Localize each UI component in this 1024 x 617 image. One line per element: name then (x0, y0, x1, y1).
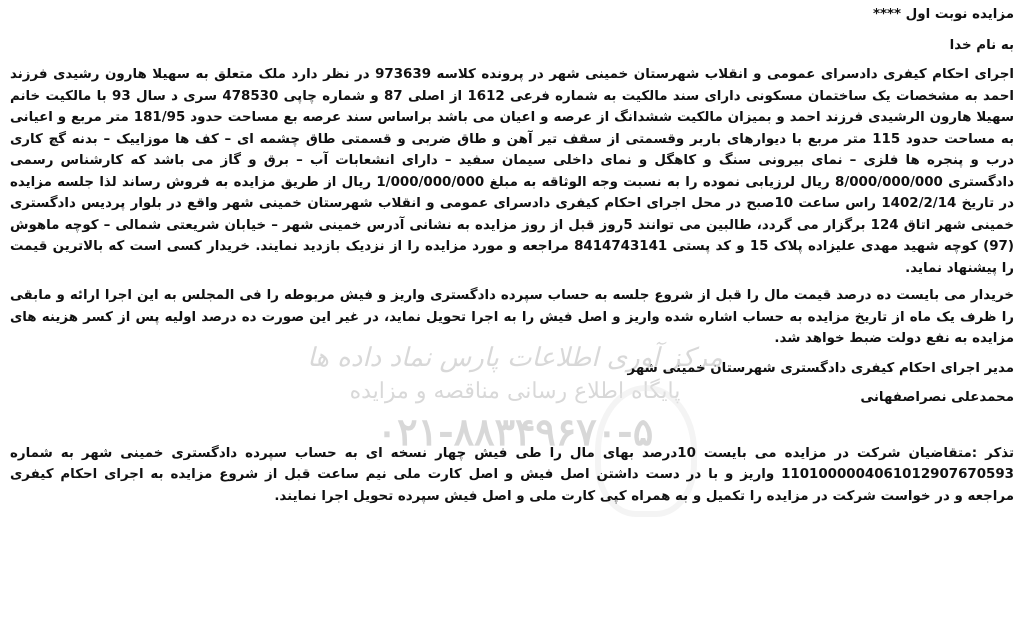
notice-heading: مزایده نوبت اول **** (872, 7, 1014, 22)
notice-paragraph-main: اجرای احکام کیفری دادسرای عمومی و انقلاب شهرستان خمینی شهر در پرونده کلاسه 973639 در نظر دارد ملک متعلق به سهیلا هارون رشیدی فرزند احمد به مشخصات یک ساختمان مسکونی دارای سند مالکیت به شماره فرعی 1612 از اصلی 87 و شماره چاپی 478530 سری د سال 93 با مالکیت خانم سهیلا هارون الرشیدی فرزند احمد و بمیزان مالکیت ششدانگ از عرصه و اعیان می باشد براساس سند عرصه بع مساحت حدود 181/95 متر مربع و اعیانی به مساحت حدود 115 متر مربع با دیوارهای باربر وقسمتی از سقف تیر آهن و طاق ضربی و قسمتی طاق چشمه ای – کف ها موزاییک – بدنه گچ کاری درب و پنجره ها فلزی – نمای بیرونی سنگ و کاهگل و نمای داخلی سیمان سفید – دارای انشعابات آب – برق و گاز می باشد که کارشناس رسمی دادگستری 8/000/000/000 ریال لرزیابی نموده را به نسبت وجه الوثاقه به مبلغ 1/000/000/000 ریال از طریق مزایده به فروش رساند لذا جلسه مزایده در تاریخ 1402/2/14 راس ساعت 10صبح در محل اجرای احکام کیفری دادسرای عمومی و انقلاب شهرستان خمینی شهر واقع در بلوار پردیس دادگستری خمینی شهر اتاق 124 برگزار می گردد، طالبین می توانند 5روز قبل از روز مزایده به نشانی آدرس خمینی شهر – خیابان شریعتی شمالی – کوچه ماهوش (97) کوچه شهید مهدی علیزاده پلاک 15 و کد پستی 8414743141 مراجعه و مورد مزایده را از نزدیک بازدید نمایند. خریدار کسی است که بالاترین قیمت را پیشنهاد نماید. (10, 67, 1015, 276)
notice-paragraph-payment: خریدار می بایست ده درصد قیمت مال را قبل از شروع جلسه به حساب سپرده دادگستری واریز و فیش مربوطه را فی المجلس به این اجرا ارائه و مابقی را ظرف یک ماه از تاریخ مزایده به حساب اشاره شده واریز و اصل فیش را به اجرا تحویل نماید، در غیر این صورت ده درصد اولیه پس از کسر هزینه های مزایده به نفع دولت ضبط خواهد شد. (10, 288, 1014, 346)
watermark-phone: ۰۲۱-۸۸۳۴۹۶۷۰-۵ (376, 409, 654, 454)
notice-note: تذکر :متقاضیان شرکت در مزایده می بایست 10درصد بهای مال را طی فیش چهار نسخه ای به حساب سپرده دادگستری خمینی شهر به شماره 1101000004061012907670593 واریز و با در دست داشتن اصل فیش و اصل کارت ملی نیم ساعت قبل از شروع مزایده به اجرای احکام کیفری مراجعه و در خواست شرکت در مزایده را تکمیل و به همراه کپی کارت ملی و اصل فیش سپرده تحویل اجرا نمایند. (10, 445, 1015, 504)
watermark-tagline: پایگاه اطلاع رسانی مناقصه و مزایده (349, 379, 681, 404)
watermark-company: مرکز آوری اطلاعات پارس نماد داده ها (307, 343, 723, 373)
signature-name: محمدعلی نصراصفهانی (860, 390, 1014, 405)
auction-notice (10, 4, 1014, 613)
basmala: به نام خدا (949, 37, 1014, 53)
signature-title: مدیر اجرای احکام کیفری دادگستری شهرستان خمینی شهر (627, 360, 1014, 376)
